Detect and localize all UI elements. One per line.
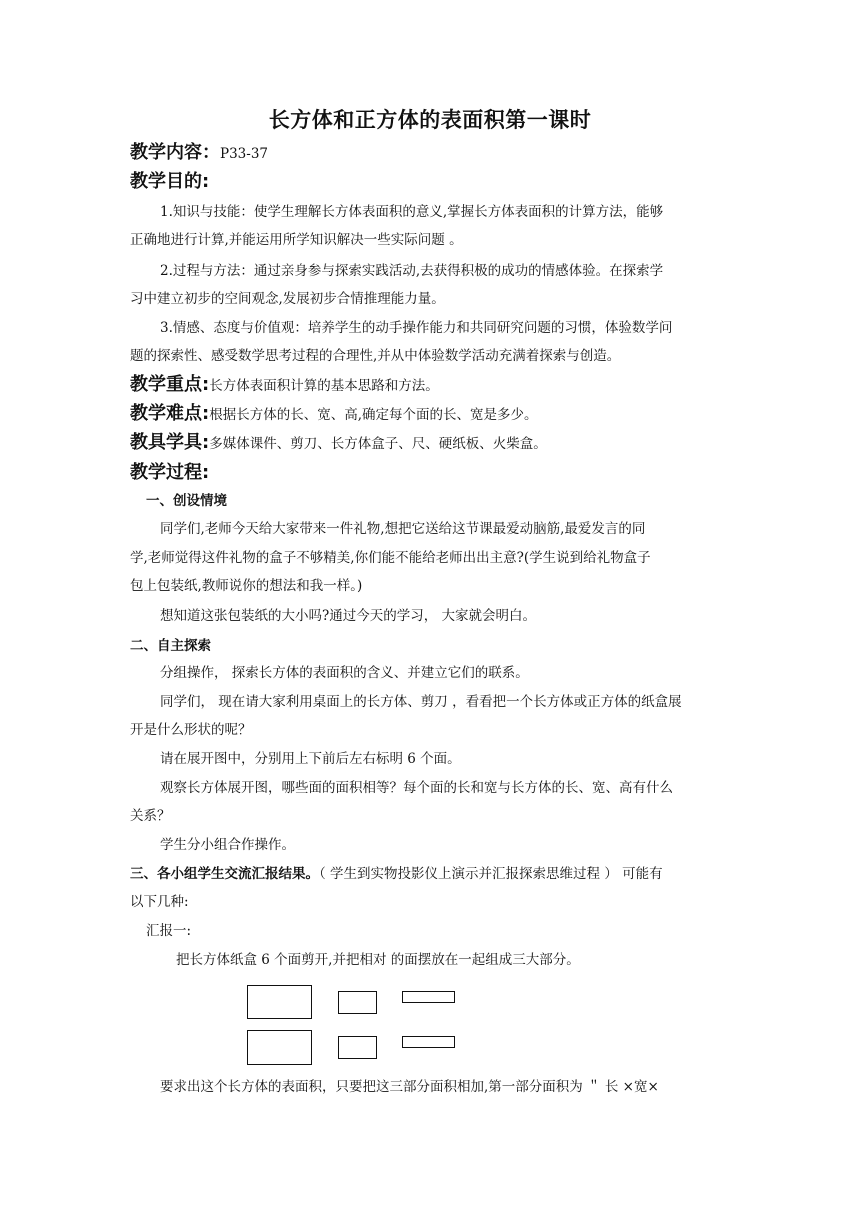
tools-heading	[130, 428, 547, 454]
objective-2-line-2: 习中建立初步的空间观念,发展初步合情推理能力量。	[130, 291, 445, 307]
section-3-title-rest: （ 学生到实物投影仪上演示并汇报探索思维过程 ） 可能有	[319, 866, 663, 882]
difficulty-label: 教学难点:	[130, 403, 210, 424]
content-value: P33-37	[220, 146, 269, 162]
objectives-heading: 教学目的:	[130, 171, 210, 192]
final-line: 要求出这个长方体的表面积，只要把这三部分面积相加,第一部分面积为 ＂ 长 ×宽×	[160, 1079, 659, 1095]
face-rect-small-1	[402, 991, 455, 1003]
key-point-value: 长方体表面积计算的基本思路和方法。	[209, 378, 439, 394]
objective-3-line-1: 3.情感、态度与价值观：培养学生的动手操作能力和共同研究问题的习惯，体验数学问	[160, 320, 673, 336]
section-1-para-1-line-1: 同学们,老师今天给大家带来一件礼物,想把它送给这节课最爱动脑筋,最爱发言的同	[160, 521, 646, 537]
key-point-heading	[130, 370, 439, 396]
tools-value: 多媒体课件、剪刀、长方体盒子、尺、硬纸板、火柴盒。	[209, 436, 547, 452]
report-1-description: 把长方体纸盒 6 个面剪开,并把相对 的面摆放在一起组成三大部分。	[176, 952, 580, 968]
objective-3-line-2: 题的探索性、感受数学思考过程的合理性,并从中体验数学活动充满着探索与创造。	[130, 348, 621, 364]
report-1-label: 汇报一:	[146, 923, 192, 939]
section-2-para-2-line-2: 开是什么形状的呢？	[130, 722, 252, 738]
section-2-title: 二、自主探索	[130, 638, 211, 654]
section-2-para-5: 学生分小组合作操作。	[160, 837, 295, 853]
section-1-para-1-line-3: 包上包装纸,教师说你的想法和我一样。)	[130, 578, 363, 594]
section-2-para-4-line-2: 关系？	[130, 808, 171, 824]
difficulty-heading	[130, 399, 538, 425]
section-2-para-1: 分组操作， 探索长方体的表面积的含义、并建立它们的联系。	[160, 665, 529, 681]
face-rect-small-2	[402, 1036, 455, 1048]
face-rect-large-1	[247, 985, 312, 1019]
section-1-title: 一、创设情境	[146, 493, 227, 509]
section-2-para-4-line-1: 观察长方体展开图，哪些面的面积相等？每个面的长和宽与长方体的长、宽、高有什么	[160, 780, 673, 796]
section-1-para-1-line-2: 学,老师觉得这件礼物的盒子不够精美,你们能不能给老师出出主意?(学生说到给礼物盒子	[130, 550, 651, 566]
section-2-para-2-line-1: 同学们， 现在请大家利用桌面上的长方体、剪刀 ，看看把一个长方体或正方体的纸盒展	[160, 694, 682, 710]
process-heading: 教学过程:	[130, 462, 210, 483]
objective-2-line-1: 2.过程与方法：通过亲身参与探索实践活动,去获得积极的成功的情感体验。在探索学	[160, 263, 664, 279]
face-rect-large-2	[247, 1030, 312, 1065]
key-point-label: 教学重点:	[130, 374, 210, 395]
face-rect-medium-1	[338, 991, 377, 1014]
difficulty-value: 根据长方体的长、宽、高,确定每个面的长、宽是多少。	[209, 407, 538, 423]
face-rect-medium-2	[338, 1036, 377, 1059]
section-3-title	[130, 862, 663, 882]
section-2-para-3: 请在展开图中，分别用上下前后左右标明 6 个面。	[160, 751, 461, 767]
section-3-title-bold: 三、各小组学生交流汇报结果。	[130, 866, 319, 882]
section-1-para-2: 想知道这张包装纸的大小吗?通过今天的学习， 大家就会明白。	[160, 608, 537, 624]
tools-label: 教具学具:	[130, 432, 210, 453]
objective-1-line-1: 1.知识与技能：使学生理解长方体表面积的意义,掌握长方体表面积的计算方法，能够	[160, 204, 664, 220]
objective-1-line-2: 正确地进行计算,并能运用所学知识解决一些实际问题 。	[130, 232, 463, 248]
content-label: 教学内容：	[130, 142, 220, 163]
page-title: 长方体和正方体的表面积第一课时	[268, 108, 592, 132]
content-heading	[130, 138, 268, 164]
section-3-line-2: 以下几种:	[130, 894, 189, 910]
